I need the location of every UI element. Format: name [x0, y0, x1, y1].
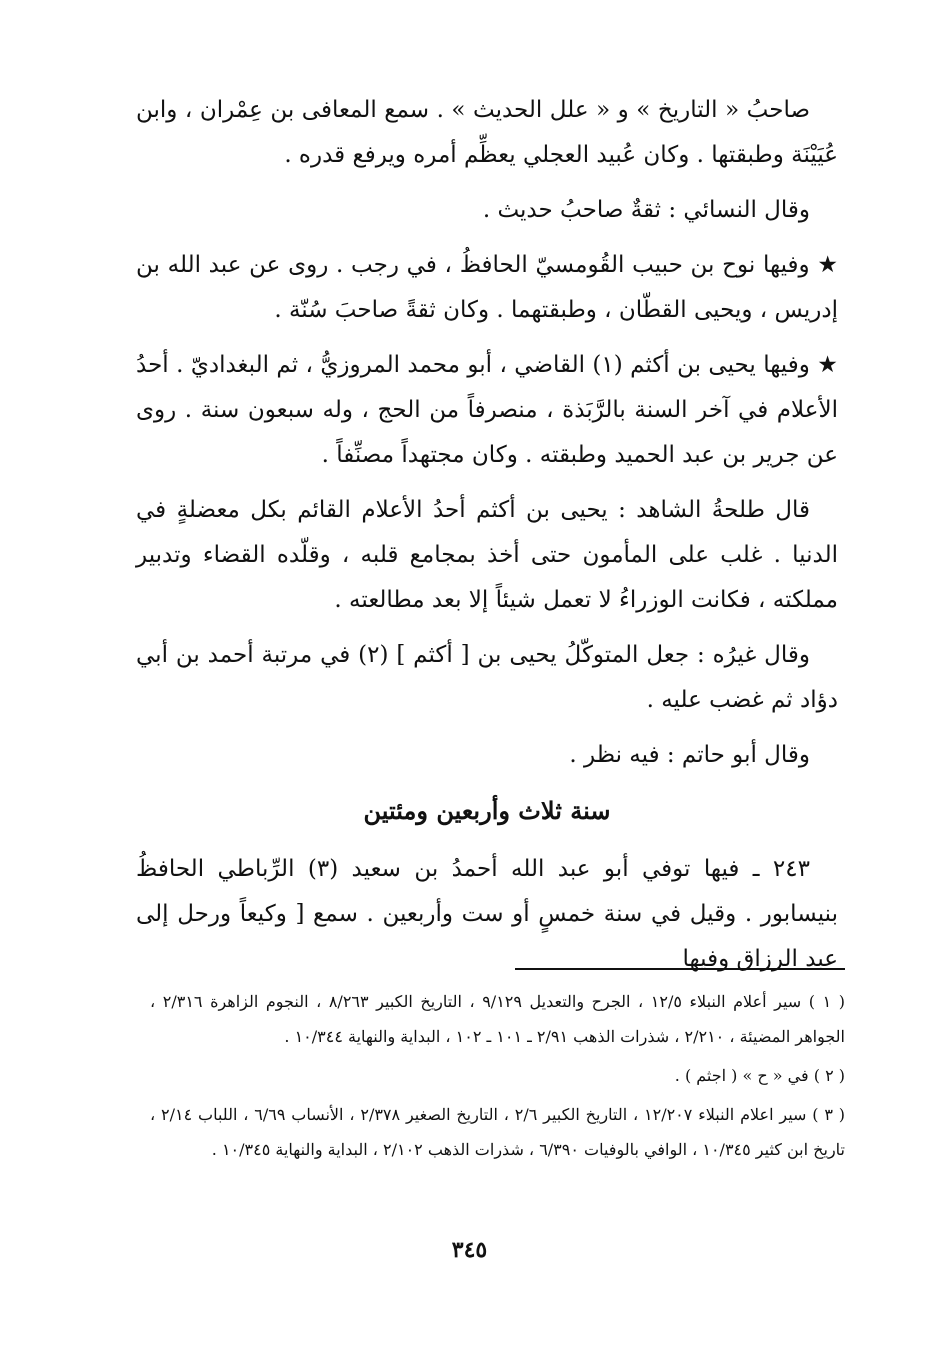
footnote-3: ( ٣ ) سير اعلام النبلاء ١٢/٢٠٧ ، التاريخ الكبير ٢/٦ ، التاريخ الصغير ٢/٣٧٨ ، الأنساب ٦/٦٩ ، اللباب ٢/١٤ ، تاريخ ابن كثير ١٠/٣٤٥ ، الوافي بالوفيات ٦/٣٩٠ ، شذرات الذهب ٢/١٠٢ ، البداية والنهاية ١٠/٣٤٥ . [150, 1105, 846, 1159]
main-text-block [136, 88, 838, 992]
paragraph-abu-hatim: وقال أبو حاتم : فيه نظر . [569, 742, 810, 768]
paragraph-sahib-tarikh: صاحبُ « التاريخ » و « علل الحديث » . سمع المعافى بن عِمْران ، وابن عُيَيْنَة وطبقتها . وكان عُبيد العجلي يعظِّم أمره ويرفع قدره . [136, 97, 838, 168]
section-heading: سنة ثلاث وأربعين ومئتين [363, 796, 611, 825]
paragraph-entry-243: ٢٤٣ ـ فيها توفي أبو عبد الله أحمدُ بن سعيد (٣) الرِّباطي الحافظُ بنيسابور . وقيل في سنة خمسٍ أو ست وأربعين . سمع [ وكيعاً ورحل إلى عبد الرزاق وفيها [136, 856, 838, 972]
footnotes-block [150, 984, 845, 1171]
paragraph-nuh-ibn-habib: ★ وفيها نوح بن حبيب القُومسيّ الحافظُ ، في رجب . روى عن عبد الله بن إدريس ، ويحيى القطّان ، وطبقتهما . وكان ثقةً صاحبَ سُنّة . [136, 252, 838, 323]
paragraph-yahya-ibn-aktham: ★ وفيها يحيى بن أكثم (١) القاضي ، أبو محمد المروزيُّ ، ثم البغداديّ . أحدُ الأعلام في آخر السنة بالرَّبَذة ، منصرفاً من الحج ، وله سبعون سنة . روى عن جرير بن عبد الحميد وطبقته . وكان مجتهداً مصنِّفاً . [136, 352, 839, 468]
paragraph-mutawakkil: وقال غيرُه : جعل المتوكّلُ يحيى بن [ أكثم ] (٢) في مرتبة أحمد بن أبي دؤاد ثم غضب عليه . [136, 642, 838, 713]
footnote-1: ( ١ ) سير أعلام النبلاء ١٢/٥ ، الجرح والتعديل ٩/١٢٩ ، التاريخ الكبير ٨/٢٦٣ ، النجوم الزاهرة ٢/٣١٦ ، الجواهر المضيئة ، ٢/٢١٠ ، شذرات الذهب ٢/٩١ ـ ١٠١ ـ ١٠٢ ، البداية والنهاية ١٠/٣٤٤ . [150, 992, 845, 1046]
footnote-divider [515, 968, 845, 970]
footnote-2: ( ٢ ) في « ح » ( اجثم ) . [674, 1066, 845, 1085]
paragraph-nasai: وقال النسائي : ثقةٌ صاحبُ حديث . [482, 197, 810, 223]
page-number: ٣٤٥ [451, 1237, 488, 1263]
paragraph-talha-shahid: قال طلحةُ الشاهد : يحيى بن أكثم أحدُ الأعلام القائم بكل معضلةٍ في الدنيا . غلب على المأمون حتى أخذ بمجامع قلبه ، وقلّده القضاء وتدبير مملكته ، فكانت الوزراءُ لا تعمل شيئاً إلا بعد مطالعته . [136, 497, 838, 613]
